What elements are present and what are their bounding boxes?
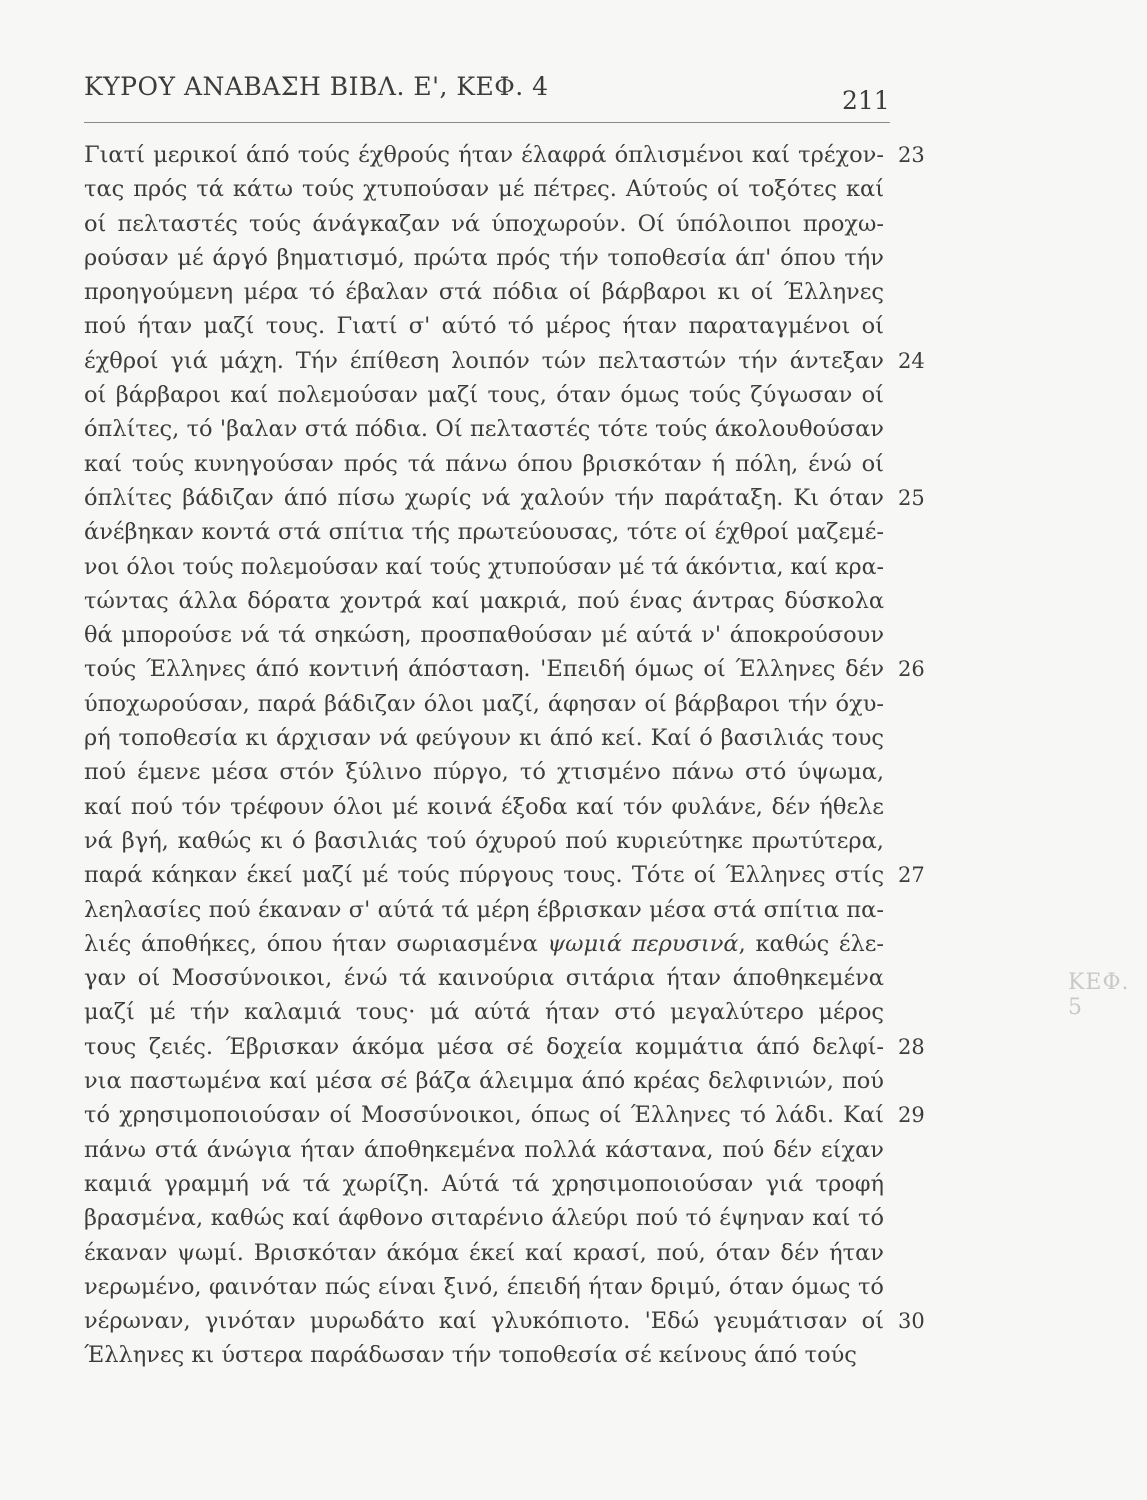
line-text: άνέβηκαν κοντά στά σπίτια τής πρωτεύουσας, τότε οί έχθροί μαζεμέ- (84, 519, 885, 546)
text-line (84, 687, 884, 721)
italic-phrase: ψωμιά περυσινά (547, 930, 739, 957)
line-text: Έλληνες κι ύστερα παράδωσαν τήν τοποθεσία σέ κείνους άπό τούς (84, 1342, 857, 1369)
line-text: Γιατί μερικοί άπό τούς έχθρούς ήταν έλαφρά όπλισμένοι καί τρέχον- (84, 142, 884, 168)
line-text: όπλίτες βάδιζαν άπό πίσω χωρίς νά χαλούν τήν παράταξη. Κι όταν (84, 484, 884, 511)
line-text: όπλίτες, τό 'βαλαν στά πόδια. Οί πελταστές τότε τούς άκολουθούσαν (84, 416, 884, 443)
text-line (84, 1064, 884, 1098)
line-text: πάνω στά άνώγια ήταν άποθηκεμένα πολλά κάστανα, πού δέν είχαν (84, 1136, 884, 1163)
text-line (84, 995, 884, 1029)
line-text: παρά κάηκαν έκεί μαζί μέ τούς πύργους τους. Τότε οί Έλληνες στίς (84, 862, 885, 889)
line-segment: λιές άποθήκες, όπου ήταν σωριασμένα (84, 930, 548, 957)
line-text: νερωμένο, φαινόταν πώς είναι ξινό, έπειδή ήταν δριμύ, όταν όμως τό (84, 1273, 884, 1300)
text-line (84, 447, 884, 481)
line-text: τας πρός τά κάτω τούς χτυπούσαν μέ πέτρες. Αύτούς οί τοξότες καί (84, 176, 885, 203)
line-text: οί πελταστές τούς άνάγκαζαν νά ύποχωρούν. Οί ύπόλοιποι προχω- (84, 210, 884, 237)
text-line (84, 241, 884, 275)
line-text: οί βάρβαροι καί πολεμούσαν μαζί τους, όταν όμως τούς ζύγωσαν οί (84, 382, 885, 409)
text-line (84, 961, 884, 995)
page-number: 211 (842, 86, 890, 115)
line-text: τούς Έλληνες άπό κοντινή άπόσταση. 'Επειδή όμως οί Έλληνες δέν (84, 656, 885, 683)
section-number: 29 (898, 1103, 925, 1128)
text-line (84, 824, 884, 858)
section-number: 26 (898, 657, 925, 682)
header-rule (84, 122, 890, 123)
section-number: 23 (898, 143, 925, 167)
line-text: βρασμένα, καθώς καί άφθονο σιταρένιο άλεύρι πού τό έψηναν καί τό (84, 1205, 885, 1232)
text-line (84, 584, 884, 618)
section-number: 28 (898, 1034, 925, 1059)
bleed-through-text: ΚΕΦ. 5 (1068, 970, 1130, 1020)
text-line (84, 378, 884, 412)
text-line (84, 1098, 925, 1132)
line-text: έκαναν ψωμί. Βρισκόταν άκόμα έκεί καί κρασί, πού, όταν δέν ήταν (84, 1239, 884, 1266)
line-text: νά βγή, καθώς κι ό βασιλιάς τού όχυρού πού κυριεύτηκε πρωτύτερα, (84, 827, 884, 854)
section-number: 30 (898, 1309, 925, 1334)
line-text: θά μπορούσε νά τά σηκώση, προσπαθούσαν μέ αύτά ν' άποκρούσουν (84, 622, 885, 649)
line-text: λεηλασίες πού έκαναν σ' αύτά τά μέρη έβρισκαν μέσα στά σπίτια πα- (84, 896, 884, 923)
text-line (84, 721, 884, 755)
line-text: ύποχωρούσαν, παρά βάδιζαν όλοι μαζί, άφησαν οί βάρβαροι τήν όχυ- (84, 690, 885, 717)
text-line (84, 309, 884, 343)
text-line (84, 207, 884, 241)
line-text: ρή τοποθεσία κι άρχισαν νά φεύγουν κι άπό κεί. Καί ό βασιλιάς τους (84, 725, 885, 752)
text-line (84, 927, 884, 961)
line-text: τους ζειές. Έβρισκαν άκόμα μέσα σέ δοχεία κομμάτια άπό δελφί- (84, 1033, 885, 1060)
text-line (84, 172, 884, 206)
line-text: νέρωναν, γινόταν μυρωδάτο καί γλυκόπιοτο. 'Εδώ γευμάτισαν οί (84, 1308, 885, 1335)
line-text: έχθροί γιά μάχη. Τήν έπίθεση λοιπόν τών πελταστών τήν άντεξαν (84, 347, 884, 374)
line-text: νοι όλοι τούς πολεμούσαν καί τούς χτυπούσαν μέ τά άκόντια, καί κρα- (84, 553, 884, 580)
text-line (84, 755, 884, 789)
text-line (84, 412, 884, 446)
text-line (84, 1270, 884, 1304)
line-text: πού ήταν μαζί τους. Γιατί σ' αύτό τό μέρος ήταν παραταγμένοι οί (84, 313, 884, 340)
line-text (84, 927, 884, 961)
line-text: καί τούς κυνηγούσαν πρός τά πάνω όπου βρισκόταν ή πόλη, ένώ οί (84, 450, 884, 477)
line-segment: , καθώς έλε- (738, 930, 885, 957)
text-line (84, 550, 884, 584)
text-line (84, 1338, 884, 1372)
line-text: καί πού τόν τρέφουν όλοι μέ κοινά έξοδα καί τόν φυλάνε, δέν ήθελε (84, 793, 884, 820)
section-number: 27 (898, 863, 925, 888)
text-line (84, 858, 925, 892)
text-line (84, 1133, 884, 1167)
line-text: προηγούμενη μέρα τό έβαλαν στά πόδια οί βάρβαροι κι οί Έλληνες (84, 279, 884, 306)
text-line (84, 481, 925, 515)
line-text: μαζί μέ τήν καλαμιά τους· μά αύτά ήταν στό μεγαλύτερο μέρος (84, 999, 884, 1026)
running-head: ΚΥΡΟΥ ΑΝΑΒΑΣΗ ΒΙΒΛ. Ε', ΚΕΦ. 4 (84, 72, 549, 101)
line-text: καμιά γραμμή νά τά χωρίζη. Αύτά τά χρησιμοποιούσαν γιά τροφή (84, 1170, 885, 1197)
line-text: πού έμενε μέσα στόν ξύλινο πύργο, τό χτισμένο πάνω στό ύψωμα, (84, 759, 885, 786)
text-line (84, 1167, 884, 1201)
line-text: τώντας άλλα δόρατα χοντρά καί μακριά, πού ένας άντρας δύσκολα (84, 587, 885, 614)
section-number: 25 (898, 485, 925, 510)
text-line (84, 652, 925, 686)
body-text (84, 138, 925, 1373)
line-text: ρούσαν μέ άργό βηματισμό, πρώτα πρός τήν τοποθεσία άπ' όπου τήν (84, 244, 884, 271)
text-line (84, 893, 884, 927)
text-line (84, 618, 884, 652)
text-line (84, 1236, 884, 1270)
section-number: 24 (898, 348, 925, 373)
text-line (84, 1201, 884, 1235)
line-text: τό χρησιμοποιούσαν οί Μοσσύνοικοι, όπως οί Έλληνες τό λάδι. Καί (84, 1102, 885, 1129)
text-line (84, 344, 925, 378)
text-line (84, 790, 884, 824)
text-line (84, 1304, 925, 1338)
line-text: γαν οί Μοσσύνοικοι, ένώ τά καινούρια σιτάρια ήταν άποθηκεμένα (84, 965, 884, 992)
text-line (84, 515, 884, 549)
text-line (84, 1030, 925, 1064)
line-text: νια παστωμένα καί μέσα σέ βάζα άλειμμα άπό κρέας δελφινιών, πού (84, 1068, 884, 1095)
text-line (84, 275, 884, 309)
text-line (84, 138, 925, 172)
